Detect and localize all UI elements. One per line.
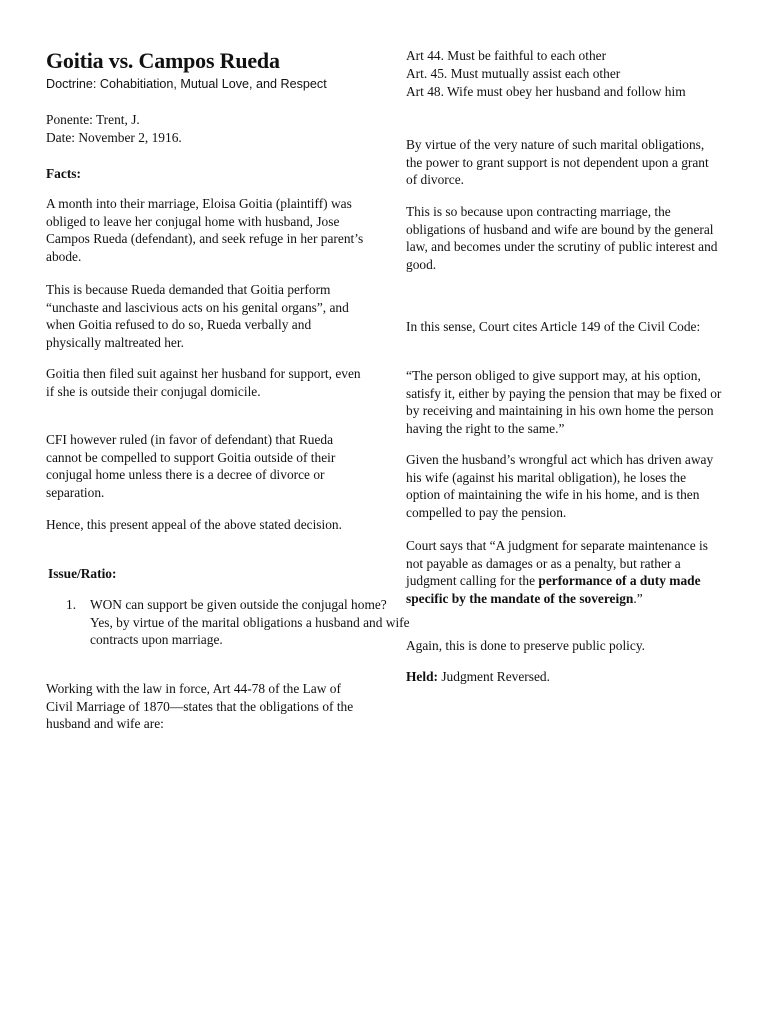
- court-says-paragraph: [406, 537, 722, 607]
- held-paragraph: [406, 668, 722, 686]
- facts-paragraph-4: CFI however ruled (in favor of defendant) that Rueda cannot be compelled to support Goitia outside of their conjugal home unless there is a decree of divorce or separation.: [46, 432, 336, 500]
- date-line: Date: November 2, 1916.: [46, 130, 182, 145]
- right-paragraph-2: This is so because upon contracting marriage, the obligations of husband and wife are bound by the general law, and becomes under the scrutiny of public interest and good.: [406, 204, 718, 272]
- facts-paragraph-5: Hence, this present appeal of the above stated decision.: [46, 517, 342, 532]
- held-label: Held:: [406, 669, 438, 684]
- doctrine-line: Doctrine: Cohabitiation, Mutual Love, and Respect: [46, 77, 327, 91]
- facts-heading: Facts:: [46, 166, 81, 181]
- held-text: Judgment Reversed.: [438, 669, 550, 684]
- court-says-end: .”: [633, 590, 643, 606]
- facts-paragraph-1: A month into their marriage, Eloisa Goitia (plaintiff) was obliged to leave her conjugal home with husband, Jose Campos Rueda (defendant), and seek refuge in her parent’s abode.: [46, 196, 364, 264]
- issue-number: 1.: [66, 597, 77, 612]
- issue-heading: Issue/Ratio:: [48, 566, 117, 581]
- ponente-line: Ponente: Trent, J.: [46, 112, 140, 127]
- facts-paragraph-2: This is because Rueda demanded that Goitia perform “unchaste and lascivious acts on his genital organs”, and when Goitia refused to do so, Rueda verbally and physically maltreated her.: [46, 282, 349, 350]
- article-48: Art 48. Wife must obey her husband and follow him: [406, 84, 686, 99]
- right-paragraph-1: By virtue of the very nature of such marital obligations, the power to grant support is not dependent upon a grant of divorce.: [406, 137, 709, 188]
- court-says-bold-text: performance of a duty made specific by the mandate of the sovereign: [406, 573, 701, 606]
- facts-paragraph-3: Goitia then filed suit against her husband for support, even if she is outside their conjugal domicile.: [46, 366, 361, 399]
- public-policy-paragraph: Again, this is done to preserve public policy.: [406, 638, 645, 653]
- article-45: Art. 45. Must mutually assist each other: [406, 66, 621, 81]
- court-says-text: Court says that “A judgment for separate maintenance is not payable as damages or as a penalty, but rather a judgment calling for the: [406, 538, 708, 589]
- right-paragraph-3: In this sense, Court cites Article 149 of the Civil Code:: [406, 319, 701, 334]
- law-intro-paragraph: Working with the law in force, Art 44-78 of the Law of Civil Marriage of 1870—states that the obligations of the husband and wife are:: [46, 681, 354, 732]
- right-paragraph-5: Given the husband’s wrongful act which has driven away his wife (against his marital obligation), he loses the option of maintaining the wife in his home, and is then compelled to pay the pension.: [406, 452, 714, 520]
- document-title: Goitia vs. Campos Rueda: [46, 48, 280, 73]
- article-44: Art 44. Must be faithful to each other: [406, 48, 607, 63]
- article-149-quote: “The person obliged to give support may, at his option, satisfy it, either by paying the pension that may be fixed or by receiving and maintaining in his own home the person having the right to the same.”: [406, 368, 722, 436]
- issue-text: WON can support be given outside the conjugal home? Yes, by virtue of the marital obligations a husband and wife contracts upon marriage.: [90, 597, 410, 648]
